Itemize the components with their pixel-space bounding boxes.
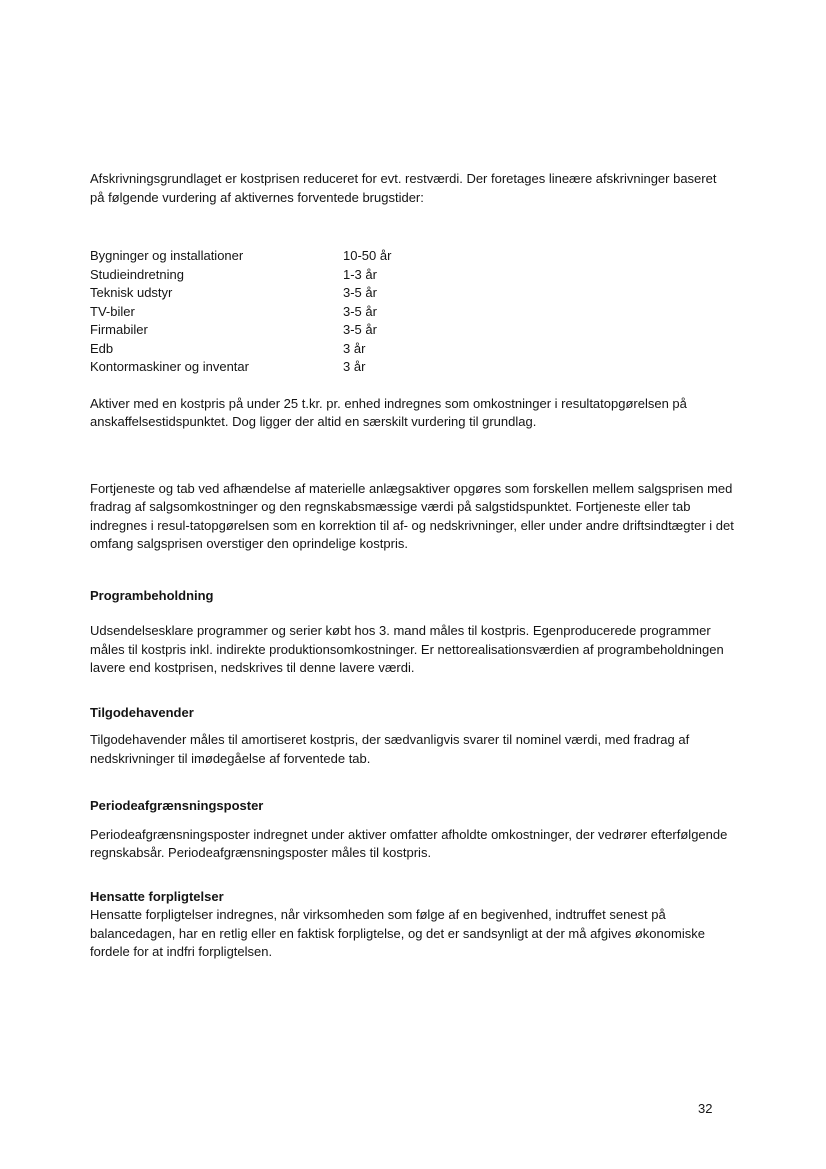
asset-lifetime-value: 10-50 år bbox=[343, 248, 392, 263]
section-periodeafgraensningsposter bbox=[90, 797, 734, 863]
table-row bbox=[90, 284, 734, 303]
asset-category-label: Edb bbox=[90, 340, 114, 356]
paragraph-fortjeneste: Fortjeneste og tab ved afhændelse af materielle anlægsaktiver opgøres som forskellen mellem salgsprisen med fradrag af salgsomkostninger og den regnskabsmæssige værdi på salgstidspunktet. Fortjeneste eller tab indregnes i resul-tatopgørelsen som en korrektion til af- og nedskrivninger, eller under andre driftsindtægter i det omfang salgsprisen overstiger den oprindelige kostpris. bbox=[90, 480, 734, 551]
section-body: Udsendelsesklare programmer og serier købt hos 3. mand måles til kostpris. Egenproducerede programmer måles til kostpris inkl. indirekte produktionsomkostninger. Er nettorealisationsværdien af programbeholdningen lavere end kostprisen, nedskrives til denne lavere værdi. bbox=[90, 623, 724, 675]
section-tilgodehavender bbox=[90, 704, 734, 769]
table-row bbox=[90, 247, 734, 266]
table-row bbox=[90, 340, 734, 359]
table-row bbox=[90, 303, 734, 322]
asset-category-label: TV-biler bbox=[90, 303, 135, 319]
asset-lifetime-value: 3 år bbox=[343, 340, 366, 356]
section-heading: Tilgodehavender bbox=[90, 704, 194, 720]
asset-lifetime-value: 1-3 år bbox=[343, 266, 377, 282]
intro-paragraph: Afskrivningsgrundlaget er kostprisen reduceret for evt. restværdi. Der foretages lineære afskrivninger baseret på følgende vurdering af aktivernes forventede brugstider: bbox=[90, 171, 717, 205]
asset-lifetime-value: 3-5 år bbox=[343, 322, 377, 337]
section-hensatte-forpligtelser bbox=[90, 888, 734, 962]
asset-category-label: Bygninger og installationer bbox=[90, 248, 244, 263]
asset-lifetime-value: 3-5 år bbox=[343, 303, 377, 319]
table-row bbox=[90, 266, 734, 285]
section-heading: Hensatte forpligtelser bbox=[90, 888, 224, 904]
table-row bbox=[90, 321, 734, 340]
section-body: Tilgodehavender måles til amortiseret kostpris, der sædvanligvis svarer til nominel værdi, med fradrag af nedskrivninger til imødegåelse af forventede tab. bbox=[90, 732, 690, 766]
section-body: Periodeafgrænsningsposter indregnet under aktiver omfatter afholdte omkostninger, der vedrører efterfølgende regnskabsår. Periodeafgrænsningsposter måles til kostpris. bbox=[90, 826, 728, 860]
asset-category-label: Kontormaskiner og inventar bbox=[90, 359, 249, 374]
asset-category-label: Studieindretning bbox=[90, 266, 184, 282]
paragraph-aktiver: Aktiver med en kostpris på under 25 t.kr. pr. enhed indregnes som omkostninger i resultatopgørelsen på anskaffelsestidspunktet. Dog ligger der altid en særskilt vurdering til grundlag. bbox=[90, 395, 687, 429]
asset-category-label: Teknisk udstyr bbox=[90, 285, 173, 300]
section-heading: Periodeafgrænsningsposter bbox=[90, 798, 264, 813]
asset-lifetime-value: 3-5 år bbox=[343, 285, 377, 300]
page-number: 32 bbox=[698, 1101, 713, 1116]
section-body: Hensatte forpligtelser indregnes, når virksomheden som følge af en begivenhed, indtruffet senest på balancedagen, har en retlig eller en faktisk forpligtelse, og det er sandsynligt at der må afgives økonomiske fordele for at indfri forpligtelsen. bbox=[90, 907, 705, 959]
asset-lifetime-value: 3 år bbox=[343, 359, 366, 374]
asset-category-label: Firmabiler bbox=[90, 322, 148, 337]
depreciation-table bbox=[90, 247, 734, 377]
section-programbeholdning bbox=[90, 587, 734, 678]
section-heading: Programbeholdning bbox=[90, 587, 214, 603]
table-row bbox=[90, 358, 734, 377]
